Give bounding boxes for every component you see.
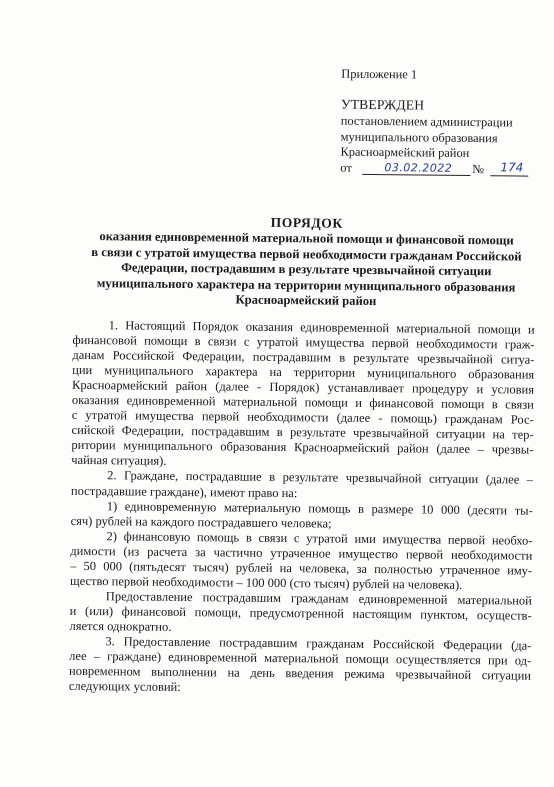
body-line: 3. Предоставление пострадавшим гражданам Российской Федерации (да- xyxy=(105,634,532,653)
body-line: данам Российской Федерации, пострадавшим в результате чрезвычайной ситуа- xyxy=(72,347,535,367)
approval-block xyxy=(340,67,541,179)
title-line-1: оказания единовременной материальной помощи и финансовой помощи xyxy=(99,229,514,248)
date-prefix: от xyxy=(340,160,352,175)
body-line: финансовой помощи в связи с утратой имущества первой необходимости граж- xyxy=(72,332,535,352)
body-line: 2. Граждане, пострадавшие в результате чрезвычайной ситуации (далее – xyxy=(107,468,534,488)
title-heading: ПОРЯДОК xyxy=(270,214,343,231)
body-line: следующих условий: xyxy=(68,678,181,695)
approval-line-1: постановлением администрации xyxy=(340,113,513,130)
approved-heading: УТВЕРЖДЕН xyxy=(340,96,425,113)
body-line: Предоставление пострадавшим гражданам единовременной материальной xyxy=(105,589,532,608)
body-line: пострадавшие граждане), имеют право на: xyxy=(70,483,298,500)
document-body xyxy=(69,318,535,699)
body-line: димости (из расчета за частично утраченное имущество первой необходимости xyxy=(70,543,533,563)
body-line: ляется однократно. xyxy=(69,618,172,634)
title-line-3: Федерации, пострадавшим в результате чрезвычайной ситуации xyxy=(121,260,492,279)
body-line: лее – граждане) единовременной материальной помощи осуществляется при од- xyxy=(69,648,532,668)
body-line: щество первой необходимости – 100 000 (сто тысяч) рублей на человека). xyxy=(69,573,463,592)
body-line: сийской Федерации, пострадавшим в результате чрезвычайной ситуации на тер- xyxy=(71,423,534,443)
body-line: оказания единовременной материальной помощи и финансовой помощи в связи xyxy=(71,393,534,412)
approval-line-2: муниципального образования xyxy=(340,129,498,145)
approval-line-3: Красноармейский район xyxy=(340,144,470,161)
title-line-5: Красноармейский район xyxy=(235,292,377,309)
body-line: 2) финансовую помощь в связи с утратой ими имущества первой необхо- xyxy=(106,528,533,548)
body-line: ции муниципального характера на территории муниципального образования xyxy=(72,362,535,382)
body-line: ритории муниципального образования Красноармейский район (далее – чрезвы- xyxy=(71,438,534,458)
body-line: сяч) рублей на каждого пострадавшего человека; xyxy=(70,513,332,531)
title-line-2: в связи с утратой имущества первой необходимости гражданам Российской xyxy=(91,244,522,264)
title-line-4: муниципального характера на территории муниципального образования xyxy=(96,275,516,295)
body-line: с утратой имущества первой необходимости (далее - помощь) гражданам Рос- xyxy=(71,408,534,427)
body-line: 1) единовременную материальную помощь в размере 10 000 (десяти ты- xyxy=(106,498,533,518)
number-sign: № xyxy=(472,161,485,176)
annex-label: Приложение 1 xyxy=(341,66,418,82)
body-line: чайная ситуация). xyxy=(71,453,167,469)
body-line: Красноармейский район (далее - Порядок) устанавливает процедуру и условия xyxy=(71,378,535,397)
handwritten-number: 174 xyxy=(500,159,524,175)
body-line: и (или) финансовой помощи, предусмотренной настоящим пунктом, осуществ- xyxy=(69,603,532,623)
document-title xyxy=(71,213,542,311)
approval-date-row xyxy=(340,160,540,178)
body-line: 1. Настоящий Порядок оказания единовременной материальной помощи и xyxy=(108,318,535,337)
body-line: новременном выполнении на день введения режима чрезвычайной ситуации xyxy=(68,663,532,683)
handwritten-date: 03.02.2022 xyxy=(384,160,453,175)
body-line: – 50 000 (пятьдесят тысяч) рублей на человека, за полностью утраченное иму- xyxy=(70,558,533,578)
